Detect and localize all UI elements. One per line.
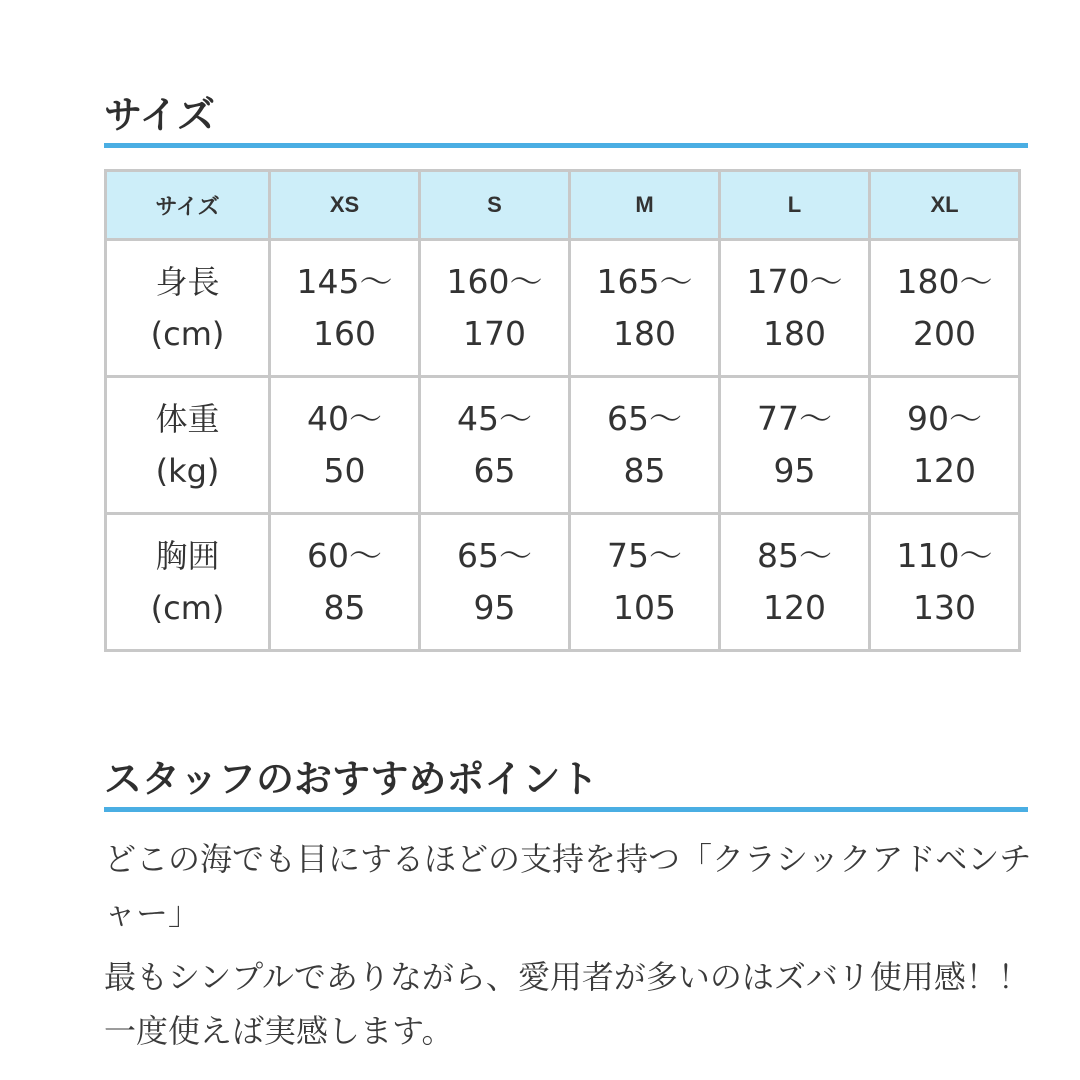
- table-cell: [420, 240, 570, 377]
- size-table: [104, 169, 1021, 652]
- cell-range-to: 200: [913, 314, 976, 353]
- cell-range-to: 50: [323, 451, 366, 490]
- row-label-unit: (cm): [150, 315, 225, 353]
- table-cell: [420, 377, 570, 514]
- cell-range-to: 120: [763, 588, 826, 627]
- table-cell: [270, 377, 420, 514]
- cell-range-from: 45〜: [457, 399, 532, 438]
- size-heading-underline: [104, 143, 1028, 148]
- row-label-text: 体重: [155, 400, 220, 438]
- row-label-chest: [106, 514, 270, 651]
- cell-range-from: 165〜: [596, 262, 693, 301]
- cell-range-from: 75〜: [607, 536, 682, 575]
- row-label-unit: (kg): [155, 452, 220, 490]
- cell-range-from: 145〜: [296, 262, 393, 301]
- table-cell: [720, 514, 870, 651]
- cell-range-from: 65〜: [457, 536, 532, 575]
- table-cell: [420, 514, 570, 651]
- table-cell: [270, 514, 420, 651]
- cell-range-from: 110〜: [896, 536, 993, 575]
- cell-range-to: 65: [473, 451, 516, 490]
- table-cell: [720, 240, 870, 377]
- staff-section-heading: スタッフのおすすめポイント: [104, 757, 599, 801]
- header-cell-m: M: [570, 171, 720, 240]
- cell-range-from: 160〜: [446, 262, 543, 301]
- cell-range-from: 60〜: [307, 536, 382, 575]
- cell-range-to: 105: [613, 588, 676, 627]
- table-cell: [870, 514, 1020, 651]
- cell-range-to: 95: [473, 588, 516, 627]
- size-table-header-row: [106, 171, 1020, 240]
- row-label-text: 胸囲: [155, 537, 220, 575]
- cell-range-to: 180: [763, 314, 826, 353]
- table-cell: [870, 240, 1020, 377]
- cell-range-to: 85: [623, 451, 666, 490]
- cell-range-from: 85〜: [757, 536, 832, 575]
- cell-range-to: 95: [773, 451, 816, 490]
- staff-paragraph-2: 最もシンプルでありながら、愛用者が多いのはズバリ使用感！！一度使えば実感します。: [104, 958, 1030, 1050]
- table-cell: [270, 240, 420, 377]
- cell-range-to: 170: [463, 314, 526, 353]
- cell-range-to: 130: [913, 588, 976, 627]
- row-label-text: 身長: [155, 263, 220, 301]
- row-label-unit: (cm): [150, 589, 225, 627]
- header-cell-xs: XS: [270, 171, 420, 240]
- table-cell: [570, 240, 720, 377]
- table-cell: [570, 377, 720, 514]
- header-cell-xl: XL: [870, 171, 1020, 240]
- header-cell-size: サイズ: [106, 171, 270, 240]
- cell-range-to: 160: [313, 314, 376, 353]
- cell-range-from: 77〜: [757, 399, 832, 438]
- table-row-chest: [106, 514, 1020, 651]
- staff-paragraph-1: どこの海でも目にするほどの支持を持つ「クラシックアドベンチャー」: [104, 840, 1032, 932]
- cell-range-to: 85: [323, 588, 366, 627]
- row-label-weight: [106, 377, 270, 514]
- cell-range-from: 170〜: [746, 262, 843, 301]
- table-row-height: [106, 240, 1020, 377]
- cell-range-to: 180: [613, 314, 676, 353]
- cell-range-from: 40〜: [307, 399, 382, 438]
- cell-range-from: 65〜: [607, 399, 682, 438]
- cell-range-to: 120: [913, 451, 976, 490]
- size-section-heading: サイズ: [104, 93, 215, 137]
- cell-range-from: 90〜: [907, 399, 982, 438]
- row-label-height: [106, 240, 270, 377]
- table-cell: [870, 377, 1020, 514]
- header-cell-l: L: [720, 171, 870, 240]
- table-row-weight: [106, 377, 1020, 514]
- header-cell-s: S: [420, 171, 570, 240]
- table-cell: [570, 514, 720, 651]
- staff-heading-underline: [104, 807, 1028, 812]
- cell-range-from: 180〜: [896, 262, 993, 301]
- table-cell: [720, 377, 870, 514]
